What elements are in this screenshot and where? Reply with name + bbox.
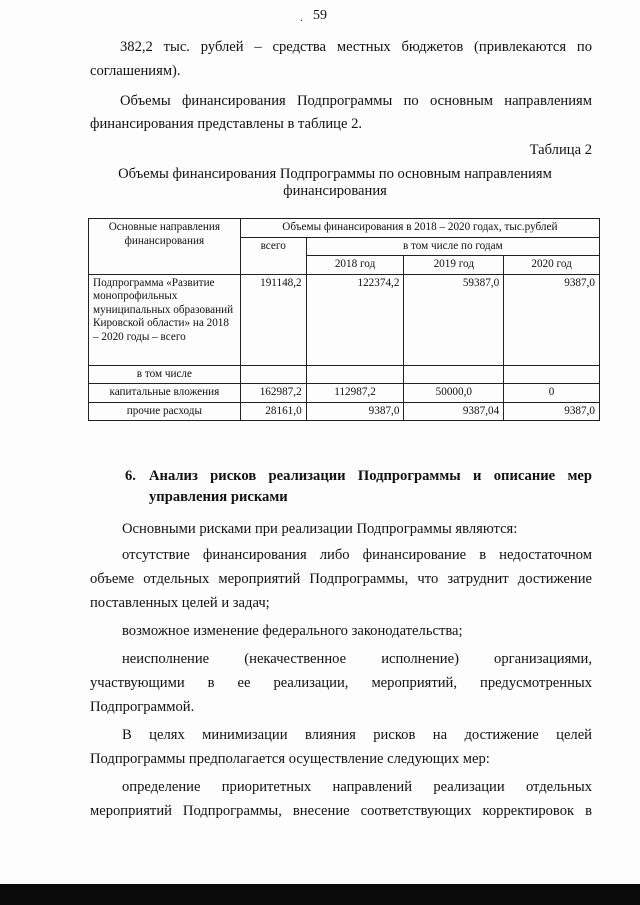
row-2018: 112987,2 xyxy=(306,384,404,403)
row-total: 162987,2 xyxy=(240,384,306,403)
body-para-5-line-2: Подпрограммы предполагается осуществление следующих мер: xyxy=(90,751,490,767)
row-2018: 122374,2 xyxy=(306,274,404,365)
body-para-2-line-3: поставленных целей и задач; xyxy=(90,595,270,611)
intro-para2-line-1: Объемы финансирования Подпрограммы по основным направлениям xyxy=(120,93,592,109)
row-2019: 50000,0 xyxy=(404,384,504,403)
financing-table xyxy=(88,218,600,421)
row-2020: 9387,0 xyxy=(504,274,600,365)
page-number xyxy=(0,8,640,24)
table-row xyxy=(89,402,600,421)
section-title-line-2: управления рисками xyxy=(149,489,288,505)
header-year-2020: 2020 год xyxy=(504,256,600,275)
header-year-2018: 2018 год xyxy=(306,256,404,275)
header-total: всего xyxy=(240,237,306,274)
body-para-6-line-2: мероприятий Подпрограммы, внесение соответствующих корректировок в xyxy=(90,803,592,819)
body-para-6-line-1: определение приоритетных направлений реализации отдельных xyxy=(122,779,592,795)
body-para-3: возможное изменение федерального законодательства; xyxy=(122,623,463,639)
intro-line-2: соглашениям). xyxy=(90,63,181,79)
row-2020: 9387,0 xyxy=(504,402,600,421)
body-para-4-line-2: участвующими в ее реализации, мероприятий, предусмотренных xyxy=(90,675,592,691)
table-row xyxy=(89,384,600,403)
row-2018 xyxy=(306,365,404,384)
page-number-text: 59 xyxy=(313,8,327,23)
row-label: в том числе xyxy=(89,365,241,384)
header-by-years: в том числе по годам xyxy=(306,237,599,256)
scan-bottom-border xyxy=(0,884,640,905)
row-total: 28161,0 xyxy=(240,402,306,421)
table-caption-line-1: Объемы финансирования Подпрограммы по основным направлениям xyxy=(118,166,552,182)
row-2019: 9387,04 xyxy=(404,402,504,421)
body-para-5-line-1: В целях минимизации влияния рисков на достижение целей xyxy=(122,727,592,743)
row-label: прочие расходы xyxy=(89,402,241,421)
row-2020 xyxy=(504,365,600,384)
section-title-line-1: Анализ рисков реализации Подпрограммы и описание мер xyxy=(149,468,592,484)
body-para-1: Основными рисками при реализации Подпрограммы являются: xyxy=(122,521,518,537)
section-heading-line-1 xyxy=(125,466,592,487)
table-label: Таблица 2 xyxy=(529,142,592,158)
row-label: Подпрограмма «Развитие монопрофильных муниципальных образований Кировской области» на 2018 – 2020 годы – всего xyxy=(89,274,241,365)
intro-line-1: 382,2 тыс. рублей – средства местных бюджетов (привлекаются по xyxy=(120,39,592,55)
table-caption xyxy=(100,166,570,200)
row-2020: 0 xyxy=(504,384,600,403)
section-number: 6. xyxy=(125,468,136,484)
table-row xyxy=(89,365,600,384)
section-heading xyxy=(125,466,592,508)
page-mark: . xyxy=(300,10,303,24)
row-label: капитальные вложения xyxy=(89,384,241,403)
header-directions: Основные направления финансирования xyxy=(89,219,241,275)
row-2018: 9387,0 xyxy=(306,402,404,421)
header-volumes: Объемы финансирования в 2018 – 2020 годах, тыс.рублей xyxy=(240,219,599,238)
body-para-4-line-1: неисполнение (некачественное исполнение) организациями, xyxy=(122,651,592,667)
row-2019 xyxy=(404,365,504,384)
row-2019: 59387,0 xyxy=(404,274,504,365)
body-para-4-line-3: Подпрограммой. xyxy=(90,699,195,715)
table-header-row-1 xyxy=(89,219,600,238)
row-total: 191148,2 xyxy=(240,274,306,365)
body-para-2-line-1: отсутствие финансирования либо финансирование в недостаточном xyxy=(122,547,592,563)
header-year-2019: 2019 год xyxy=(404,256,504,275)
table-row xyxy=(89,274,600,365)
table-caption-line-2: финансирования xyxy=(283,183,387,199)
row-total xyxy=(240,365,306,384)
body-para-2-line-2: объеме отдельных мероприятий Подпрограммы, что затруднит достижение xyxy=(90,571,592,587)
intro-para2-line-2: финансирования представлены в таблице 2. xyxy=(90,116,363,132)
